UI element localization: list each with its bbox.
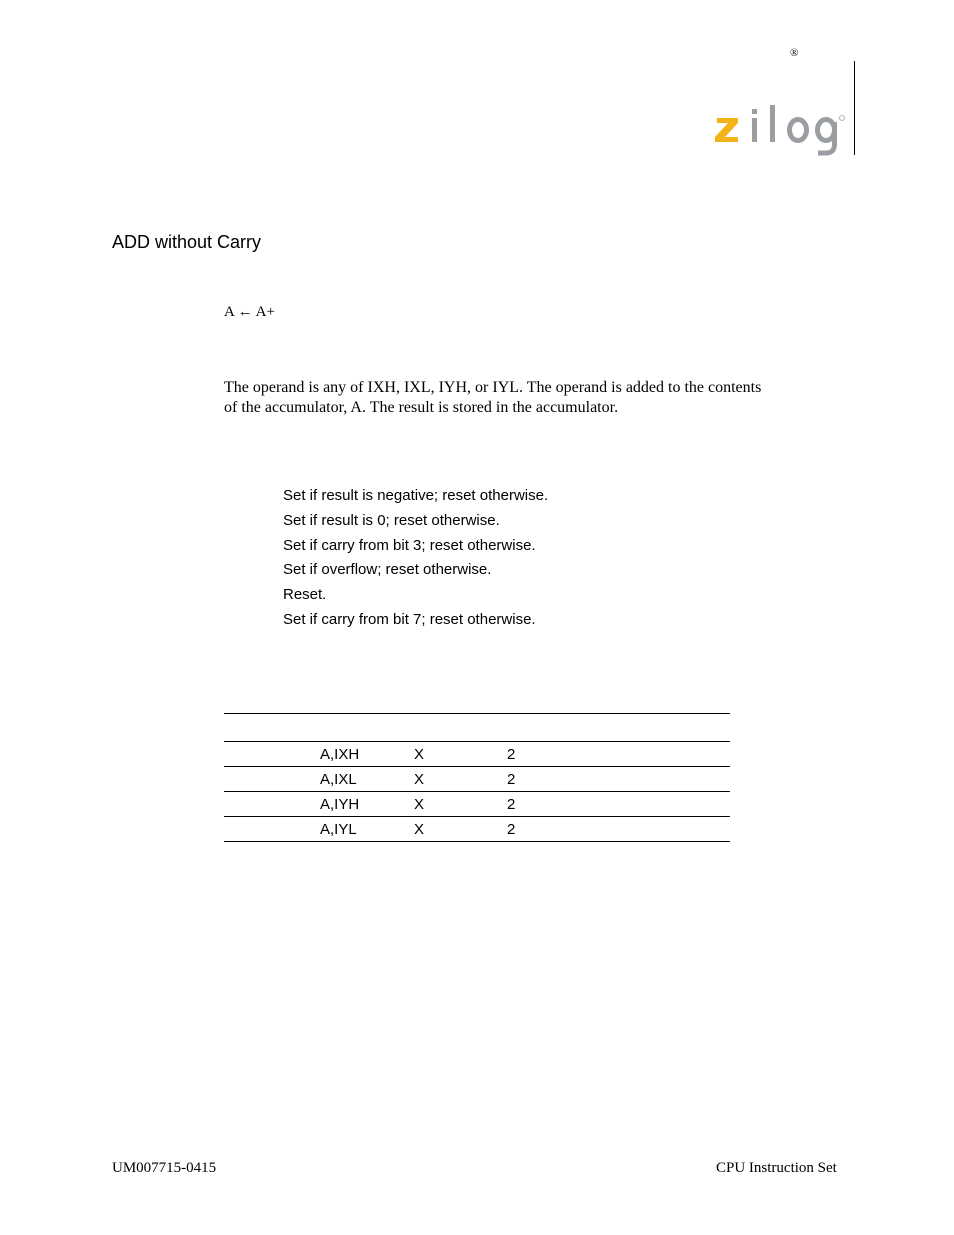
count-cell: 2 — [507, 792, 730, 817]
table-row — [224, 742, 730, 767]
description-line-2: of the accumulator, A. The result is stored in the accumulator. — [224, 399, 619, 416]
operands-cell: A,IYH — [320, 792, 414, 817]
operands-cell: A,IXL — [320, 767, 414, 792]
logo-letter-g-bowl — [818, 120, 835, 141]
condition-bits-list — [283, 486, 548, 635]
table-row — [224, 767, 730, 792]
logo-letter-l — [770, 105, 775, 142]
description-line-1: The operand is any of IXH, IXL, IYH, or IYL. The operand is added to the contents — [224, 379, 762, 396]
table-header-row — [224, 714, 730, 742]
mode-cell: X — [414, 767, 507, 792]
footer-section-name: CPU Instruction Set — [716, 1160, 837, 1176]
logo-letter-i-stem — [752, 118, 757, 142]
flag-description-z: Set if result is 0; reset otherwise. — [283, 511, 500, 529]
zilog-logo — [712, 100, 848, 160]
flag-description-n: Reset. — [283, 586, 327, 604]
logo-letter-o — [790, 120, 807, 141]
count-cell: 2 — [507, 767, 730, 792]
description-text — [224, 378, 839, 418]
footer-document-id: UM007715-0415 — [112, 1160, 217, 1176]
table-row — [224, 817, 730, 842]
flag-description-h: Set if carry from bit 3; reset otherwise. — [283, 536, 536, 554]
logo-letter-z — [715, 118, 738, 142]
operands-cell: A,IXH — [320, 742, 414, 767]
mode-cell: X — [414, 742, 507, 767]
count-cell: 2 — [507, 742, 730, 767]
flag-description-c: Set if carry from bit 7; reset otherwise. — [283, 610, 536, 628]
section-title: ADD without Carry — [112, 232, 262, 252]
operation-formula: A ← A+ — [224, 304, 275, 320]
logo-letter-i-dot — [752, 109, 757, 114]
flag-description-pv: Set if overflow; reset otherwise. — [283, 561, 492, 579]
mode-cell: X — [414, 817, 507, 842]
opcode-table — [224, 713, 730, 842]
table-row — [224, 792, 730, 817]
mode-cell: X — [414, 792, 507, 817]
count-cell: 2 — [507, 817, 730, 842]
header-vertical-rule — [854, 61, 855, 155]
registered-mark: ® — [790, 47, 799, 59]
operands-cell: A,IYL — [320, 817, 414, 842]
flag-description-s: Set if result is negative; reset otherwise. — [283, 487, 549, 504]
logo-registered-mark — [840, 116, 845, 121]
